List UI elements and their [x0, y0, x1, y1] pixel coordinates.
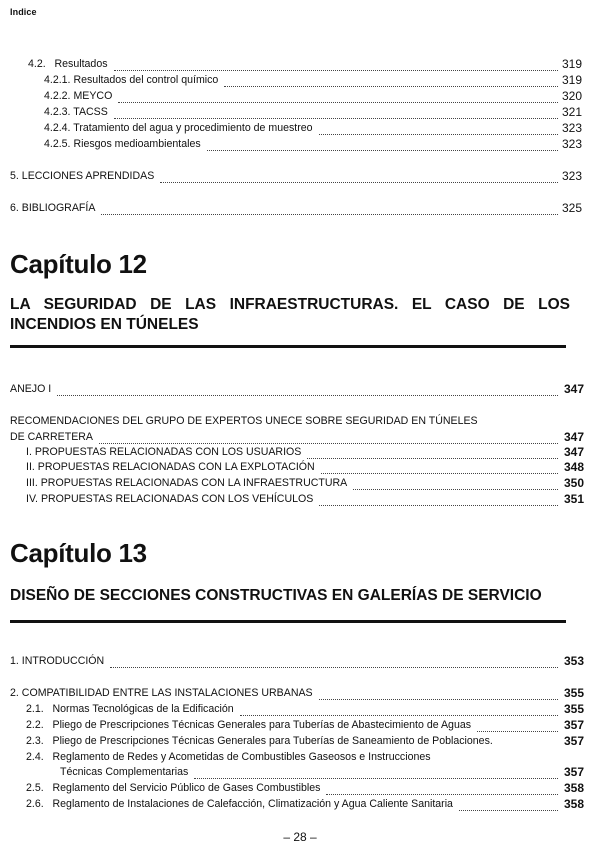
toc-entry[interactable] [44, 138, 584, 151]
toc-page-number: 358 [563, 797, 584, 811]
toc-page-number: 355 [563, 702, 584, 716]
toc-entry[interactable] [10, 383, 584, 396]
toc-entry[interactable] [28, 58, 584, 71]
toc-page-number: 351 [563, 492, 584, 506]
toc-entry[interactable] [10, 687, 584, 700]
toc-entry-label: 4.2.2. MEYCO [44, 90, 113, 102]
toc-page-number: 347 [563, 382, 584, 396]
running-header: Indice [10, 7, 37, 17]
dot-leader [499, 739, 558, 748]
toc-page-number: 350 [563, 476, 584, 490]
toc-entry[interactable] [10, 202, 584, 215]
dot-leader [321, 464, 558, 474]
dot-leader [319, 125, 558, 135]
toc-entry-label[interactable]: RECOMENDACIONES DEL GRUPO DE EXPERTOS UNECE SOBRE SEGURIDAD EN TÚNELES [10, 415, 478, 427]
toc-entry[interactable] [10, 431, 584, 444]
toc-entry-label: 6. BIBLIOGRAFÍA [10, 202, 96, 214]
toc-page-number: 357 [563, 734, 584, 748]
toc-entry[interactable] [26, 446, 584, 459]
chapter-13-title: Capítulo 13 [10, 538, 147, 568]
toc-page-number: 355 [563, 686, 584, 700]
dot-leader [477, 722, 558, 732]
toc-entry-label: 2.5. Reglamento del Servicio Público de Gases Combustibles [26, 782, 321, 794]
chapter-12-title: Capítulo 12 [10, 249, 147, 279]
toc-page-number: 358 [563, 781, 584, 795]
toc-page-number: 319 [562, 58, 583, 71]
toc-entry-label: 2.3. Pliego de Prescripciones Técnicas Generales para Tuberías de Saneamiento de Poblaciones. [26, 735, 493, 747]
dot-leader [160, 173, 558, 183]
toc-page-number: 353 [563, 654, 584, 668]
dot-leader [99, 434, 558, 444]
toc-entry-label: 5. LECCIONES APRENDIDAS [10, 170, 155, 182]
dot-leader [459, 801, 558, 811]
chapter-12-subtitle: LA SEGURIDAD DE LAS INFRAESTRUCTURAS. EL CASO DE LOS INCENDIOS EN TÚNELES [10, 296, 570, 333]
toc-entry-label: 4.2.4. Tratamiento del agua y procedimiento de muestreo [44, 122, 313, 134]
dot-leader [114, 109, 558, 119]
toc-page-number: 323 [562, 170, 583, 183]
page-number-footer: – 28 – [283, 830, 317, 844]
toc-entry[interactable] [10, 655, 584, 668]
toc-page-number: 348 [563, 460, 584, 474]
toc-entry-label: 4.2.3. TACSS [44, 106, 108, 118]
dot-leader [224, 77, 558, 87]
dot-leader [353, 480, 558, 490]
toc-page-number: 357 [563, 765, 584, 779]
dot-leader [240, 706, 558, 716]
toc-entry[interactable] [44, 74, 584, 87]
toc-page-number: 319 [562, 74, 583, 87]
toc-entry-label: I. PROPUESTAS RELACIONADAS CON LOS USUARIOS [26, 446, 302, 458]
chapter-13-subtitle: DISEÑO DE SECCIONES CONSTRUCTIVAS EN GALERÍAS DE SERVICIO [10, 587, 542, 604]
dot-leader [114, 61, 558, 71]
toc-entry-label: 4.2.5. Riesgos medioambientales [44, 138, 201, 150]
toc-entry[interactable] [44, 106, 584, 119]
dot-leader [207, 141, 558, 151]
dot-leader [57, 386, 558, 396]
toc-entry[interactable] [26, 719, 584, 732]
toc-entry-label: II. PROPUESTAS RELACIONADAS CON LA EXPLOTACIÓN [26, 461, 315, 473]
toc-entry[interactable] [26, 461, 584, 474]
toc-page-number: 347 [563, 445, 584, 459]
toc-entry-label: 4.2.1. Resultados del control químico [44, 74, 219, 86]
toc-entry-label: Técnicas Complementarias [60, 766, 189, 778]
toc-entry[interactable] [26, 735, 584, 748]
toc-entry-label: 2.2. Pliego de Prescripciones Técnicas Generales para Tuberías de Abastecimiento de Aguas [26, 719, 472, 731]
toc-entry[interactable] [60, 766, 584, 779]
dot-leader [307, 449, 558, 459]
toc-entry-label: 2.1. Normas Tecnológicas de la Edificación [26, 703, 234, 715]
toc-entry[interactable] [44, 122, 584, 135]
toc-page-number: 323 [562, 122, 583, 135]
toc-entry-label: 2.6. Reglamento de Instalaciones de Calefacción, Climatización y Agua Caliente Sanitaria [26, 798, 453, 810]
dot-leader [110, 658, 558, 668]
toc-entry[interactable] [26, 798, 584, 811]
dot-leader [326, 785, 558, 795]
toc-page-number: 357 [563, 718, 584, 732]
toc-entry-label: DE CARRETERA [10, 431, 93, 443]
toc-entry[interactable] [26, 782, 584, 795]
section-divider [10, 345, 566, 348]
toc-page-number: 320 [562, 90, 583, 103]
dot-leader [194, 769, 558, 779]
toc-entry[interactable] [10, 170, 584, 183]
toc-entry-label: 4.2. Resultados [28, 58, 108, 70]
toc-page-number: 323 [562, 138, 583, 151]
toc-page-number: 347 [563, 430, 584, 444]
dot-leader [101, 205, 558, 215]
toc-page-number: 321 [562, 106, 583, 119]
dot-leader [319, 496, 558, 506]
toc-page-number: 325 [562, 202, 583, 215]
toc-entry[interactable] [26, 703, 584, 716]
toc-entry-label: ANEJO I [10, 383, 52, 395]
toc-entry-label: 1. INTRODUCCIÓN [10, 655, 105, 667]
toc-entry-label: III. PROPUESTAS RELACIONADAS CON LA INFRAESTRUCTURA [26, 477, 348, 489]
toc-entry-label: 2. COMPATIBILIDAD ENTRE LAS INSTALACIONES URBANAS [10, 687, 313, 699]
toc-entry[interactable] [26, 477, 584, 490]
dot-leader [118, 93, 558, 103]
toc-entry[interactable] [26, 493, 584, 506]
dot-leader [319, 690, 558, 700]
toc-entry-label: IV. PROPUESTAS RELACIONADAS CON LOS VEHÍCULOS [26, 493, 314, 505]
toc-entry-label[interactable]: 2.4. Reglamento de Redes y Acometidas de Combustibles Gaseosos e Instrucciones [26, 751, 431, 763]
section-divider [10, 620, 566, 623]
toc-entry[interactable] [44, 90, 584, 103]
